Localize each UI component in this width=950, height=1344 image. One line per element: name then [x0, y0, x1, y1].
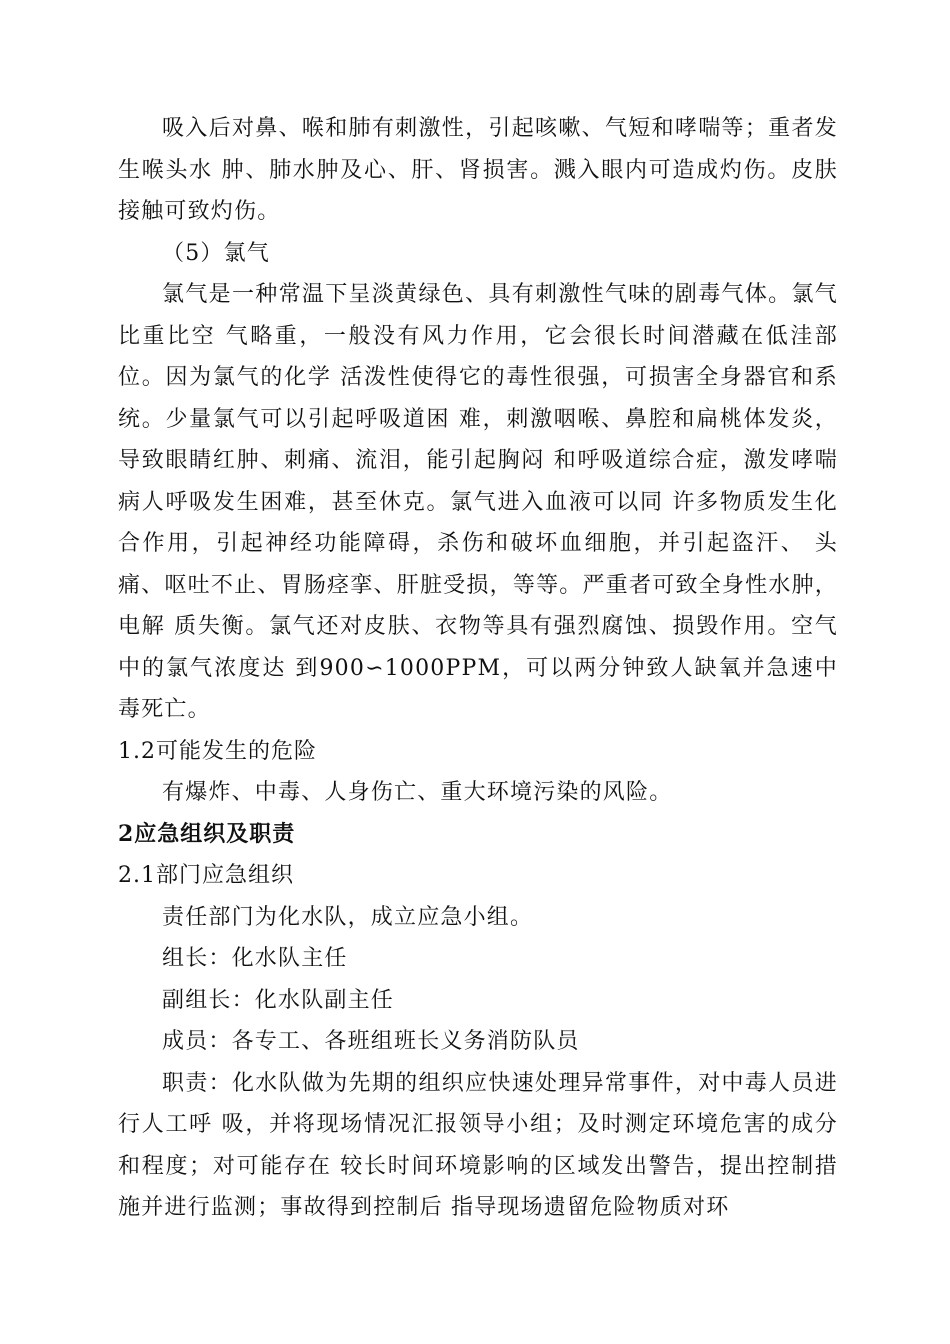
deputy-leader-line: 副组长：化水队副主任: [162, 987, 395, 1013]
section-heading-2-1: 2.1部门应急组织: [118, 863, 294, 888]
item-chlorine-title: （5）氯气: [162, 240, 270, 266]
section-heading-2: 2应急组织及职责: [118, 820, 296, 847]
paragraph-chlorine: 氯气是一种常温下呈淡黄绿色、具有刺激性气味的剧毒气体。氯气比重比空 气略重，一般没有风力作用，它会很长时间潜藏在低洼部位。因为氯气的化学 活泼性使得它的毒性很强，可损害全身器官和系统。少量氯气可以引起呼吸道困 难，刺激咽喉、鼻腔和扁桃体发炎，导致眼睛红肿、刺痛、流泪，能引起胸闷 和呼吸道综合症，激发哮喘病人呼吸发生困难，甚至休克。氯气进入血液可以同 许多物质发生化合作用，引起神经功能障碍，杀伤和破坏血细胞，并引起盗汗、 头痛、呕吐不止、胃肠痉挛、肝脏受损，等等。严重者可致全身性水肿，电解 质失衡。氯气还对皮肤、衣物等具有强烈腐蚀、损毁作用。空气中的氯气浓度达 到900∽1000PPM，可以两分钟致人缺氧并急速中毒死亡。: [118, 282, 838, 722]
paragraph-department: 责任部门为化水队，成立应急小组。: [162, 904, 534, 930]
document-page: [118, 108, 838, 1229]
paragraph-duty: 职责：化水队做为先期的组织应快速处理异常事件，对中毒人员进行人工呼 吸，并将现场情况汇报领导小组；及时测定环境危害的成分和程度；对可能存在 较长时间环境影响的区域发出警告，提出控制措施并进行监测；事故得到控制后 指导现场遗留危险物质对环: [118, 1070, 838, 1220]
paragraph-inhalation-effects: 吸入后对鼻、喉和肺有刺激性，引起咳嗽、气短和哮喘等；重者发生喉头水 肿、肺水肿及心、肝、肾损害。溅入眼内可造成灼伤。皮肤接触可致灼伤。: [118, 116, 838, 224]
leader-line: 组长：化水队主任: [162, 946, 348, 971]
members-line: 成员：各专工、各班组班长义务消防队员: [162, 1029, 580, 1054]
paragraph-risk: 有爆炸、中毒、人身伤亡、重大环境污染的风险。: [162, 780, 673, 805]
section-heading-1-2: 1.2可能发生的危险: [118, 738, 317, 764]
